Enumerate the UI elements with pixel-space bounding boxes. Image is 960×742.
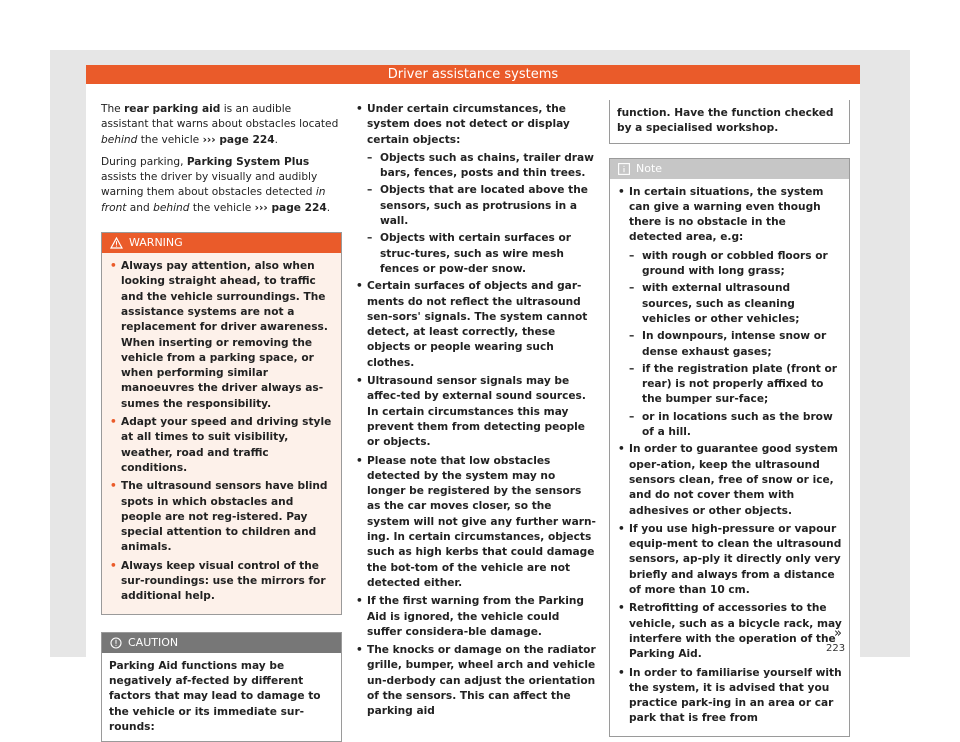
note-sub-item: – In downpours, intense snow or dense exhaust gases; (617, 329, 842, 360)
column-3 (609, 102, 850, 737)
note-item: • Retrofitting of accessories to the vehicle, such as a bicycle rack, may interfere with the operation of the Parking Aid. (617, 601, 842, 662)
warning-item: • Always keep visual control of the sur-roundings: use the mirrors for additional help. (109, 559, 334, 605)
caution-title: CAUTION (128, 635, 179, 649)
sub-list-item: – Objects with certain surfaces or struc-tures, such as wire mesh fences or pow-der snow. (355, 231, 596, 277)
note-item: • In order to guarantee good system oper-ation, keep the ultrasound sensors clean, free of snow or ice, and do not cover them with adhesives or other objects. (617, 442, 842, 518)
note-item: • In order to familiarise yourself with the system, it is advised that you practice park-ing in an area or car park that is free from (617, 666, 842, 727)
warning-title: WARNING (129, 236, 183, 250)
page-reference-link[interactable]: ››› page 224 (202, 133, 275, 146)
continued-marker: » (834, 626, 842, 641)
warning-header (102, 233, 341, 253)
note-header (610, 159, 849, 179)
warning-body (102, 253, 341, 614)
caution-header (102, 633, 341, 653)
column-1 (101, 102, 342, 742)
intro-paragraph-1: The rear parking aid is an audible assistant that warns about obstacles located behind the vehicle ››› page 224. (101, 103, 339, 146)
continued-caution-box (609, 100, 850, 144)
list-item: • Certain surfaces of objects and gar-ments do not reflect the ultrasound sen-sors' signals. The system cannot detect, at least correctly, these objects or people wearing such clothes. (355, 279, 596, 371)
page-number: 223 (826, 643, 846, 654)
intro-paragraph-2: During parking, Parking System Plus assists the driver by visually and audibly warning them about obstacles detected in front and behind the vehicle ››› page 224. (101, 155, 331, 214)
continued-caution-text: function. Have the function checked by a specialised workshop. (610, 100, 849, 143)
warning-item: • The ultrasound sensors have blind spots in which obstacles and people are not reg-istered. Pay special attention to children and animals. (109, 479, 334, 555)
warning-box (101, 232, 342, 615)
column-2 (355, 102, 596, 723)
page-reference-link[interactable]: ››› page 224 (254, 201, 327, 214)
caution-body: Parking Aid functions may be negatively af-fected by different factors that may lead to damage to the vehicle or its immediate sur-rounds: (102, 653, 341, 741)
list-item: • The knocks or damage on the radiator grille, bumper, wheel arch and vehicle un-derbody can adjust the orientation of the sensors. This can affect the parking aid (355, 643, 596, 719)
list-item: • If the first warning from the Parking Aid is ignored, the vehicle could suffer considera-ble damage. (355, 594, 596, 640)
caution-box (101, 632, 342, 742)
warning-item: • Adapt your speed and driving style at all times to suit visibility, weather, road and traffic conditions. (109, 415, 334, 476)
sub-list-item: – Objects that are located above the sensors, such as protrusions in a wall. (355, 183, 596, 229)
section-header (86, 65, 860, 84)
note-box (609, 158, 850, 737)
note-sub-item: – or in locations such as the brow of a hill. (617, 410, 842, 441)
note-sub-item: – with external ultrasound sources, such as cleaning vehicles or other vehicles; (617, 281, 842, 327)
info-icon (618, 159, 630, 182)
sub-list-item: – Objects such as chains, trailer draw bars, fences, posts and thin trees. (355, 151, 596, 182)
note-sub-item: – if the registration plate (front or rear) is not properly affixed to the bumper sur-face; (617, 362, 842, 408)
note-item: • In certain situations, the system can give a warning even though there is no obstacle in the detected area, e.g: (617, 185, 842, 246)
note-sub-item: – with rough or cobbled floors or ground with long grass; (617, 249, 842, 280)
list-item: • Under certain circumstances, the system does not detect or display certain objects: (355, 102, 596, 148)
section-title: Driver assistance systems (387, 67, 559, 82)
list-item: • Please note that low obstacles detected by the system may no longer be registered by the sensors as the car moves closer, so the system will not give any further warn-ing. In certain circumstances, objects such as high kerbs that could damage the bot-tom of the vehicle are not detected either. (355, 454, 596, 592)
note-title: Note (636, 161, 663, 175)
warning-item: • Always pay attention, also when looking straight ahead, to traffic and the vehicle surroundings. The assistance systems are not a replacement for driver awareness. When inserting or removing the vehicle from a parking space, or when performing similar manoeuvres the driver always as-sumes the responsibility. (109, 259, 334, 412)
caution-circle-icon (110, 633, 122, 656)
note-body (610, 179, 849, 736)
warning-triangle-icon (110, 233, 123, 256)
note-item: • If you use high-pressure or vapour equip-ment to clean the ultrasound sensors, ap-ply it directly only very briefly and always from a distance of more than 10 cm. (617, 522, 842, 598)
list-item: • Ultrasound sensor signals may be affec-ted by external sound sources. In certain circumstances this may prevent them from detecting people or objects. (355, 374, 596, 450)
